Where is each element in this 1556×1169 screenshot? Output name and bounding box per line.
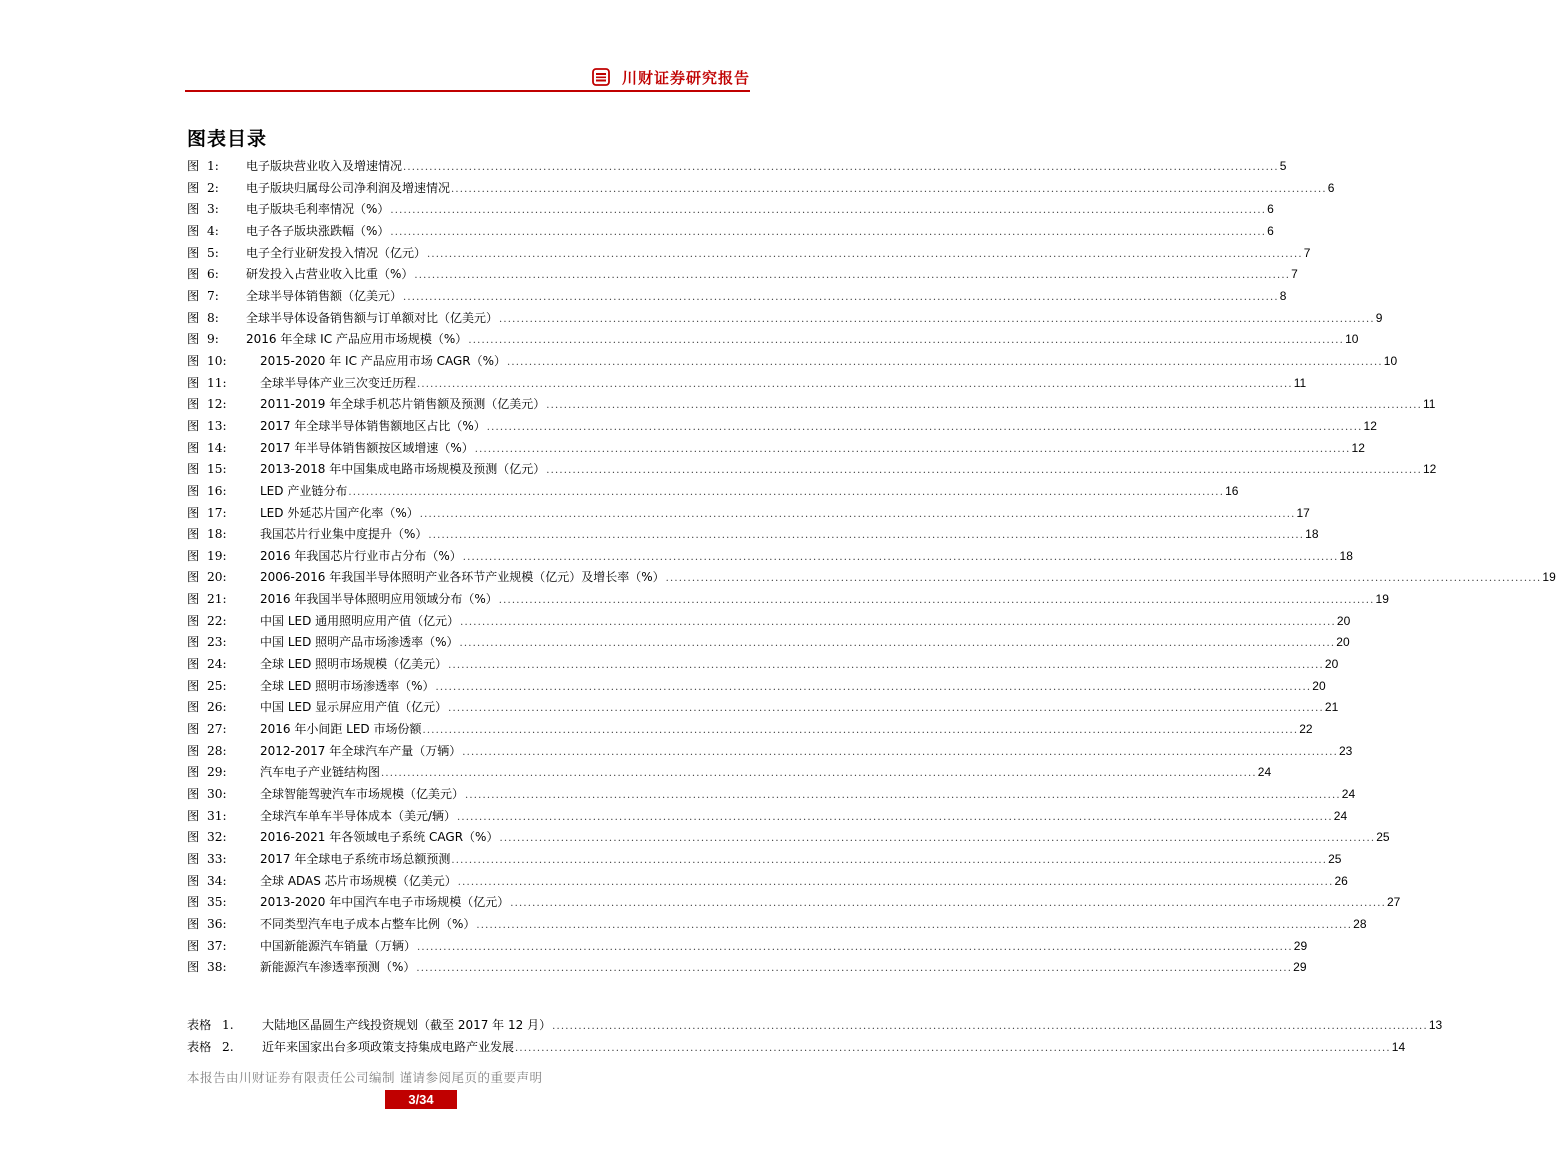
entry-page-number: 18: [1305, 527, 1319, 542]
entry-number: 20:: [207, 570, 227, 585]
entry-prefix: 图: [187, 895, 200, 910]
entry-number: 11:: [207, 375, 227, 390]
entry-page-number: 13: [1428, 1018, 1443, 1032]
dot-leader: ........................................................................................................................................................................................................: [403, 162, 1279, 173]
entry-number: 10:: [207, 353, 227, 368]
entry-title: 2017 年全球半导体销售额地区占比（%）: [260, 418, 486, 433]
figure-entry[interactable]: [187, 719, 1313, 741]
entry-prefix: 图: [187, 570, 200, 585]
dot-leader: ........................................................................................................................................................................................................: [390, 205, 1267, 217]
dot-leader: ........................................................................................................................................................................................................: [460, 616, 1336, 628]
entry-prefix: 图: [187, 462, 200, 477]
page-header: [185, 68, 750, 92]
entry-number: 18:: [207, 527, 227, 542]
figure-entry[interactable]: [187, 827, 1390, 849]
entry-number: 24:: [207, 657, 227, 672]
header-divider: [185, 90, 750, 92]
dot-leader: ........................................................................................................................................................................................................: [499, 833, 1376, 845]
entry-prefix: 图: [187, 310, 200, 325]
entry-prefix: 图: [187, 375, 200, 390]
entry-title: 2017 年全球电子系统市场总额预测: [260, 852, 451, 866]
dot-leader: ........................................................................................................................................................................................................: [428, 530, 1305, 542]
figure-entry[interactable]: [187, 459, 1437, 481]
figure-entry[interactable]: [187, 503, 1310, 525]
dot-leader: ........................................................................................................................................................................................................: [422, 725, 1299, 737]
dot-leader: ........................................................................................................................................................................................................: [451, 183, 1327, 195]
entry-prefix: 表格: [187, 1039, 212, 1054]
entry-prefix: 图: [187, 938, 200, 953]
entry-number: 34:: [207, 873, 227, 888]
entry-number: 1.: [222, 1018, 234, 1032]
figure-entry[interactable]: [187, 394, 1436, 416]
dot-leader: ........................................................................................................................................................................................................: [414, 270, 1291, 282]
dot-leader: ........................................................................................................................................................................................................: [457, 811, 1333, 823]
figure-entry[interactable]: [187, 957, 1307, 979]
entry-page-number: 9: [1375, 310, 1383, 325]
figure-entry[interactable]: [187, 221, 1274, 243]
entry-title: 不同类型汽车电子成本占整车比例（%）: [260, 916, 476, 931]
dot-leader: ........................................................................................................................................................................................................: [381, 768, 1257, 780]
entry-title: 电子版块毛利率情况（%）: [246, 202, 390, 217]
entry-prefix: 图: [187, 288, 200, 303]
entry-prefix: 图: [187, 223, 200, 238]
dot-leader: ........................................................................................................................................................................................................: [546, 465, 1422, 477]
entry-title: 2016 年我国半导体照明应用领域分布（%）: [260, 592, 498, 607]
entry-page-number: 20: [1324, 657, 1339, 672]
entry-title: 电子各子版块涨跌幅（%）: [246, 223, 390, 238]
entry-number: 38:: [207, 960, 227, 975]
dot-leader: ........................................................................................................................................................................................................: [498, 595, 1375, 607]
entry-page-number: 25: [1328, 852, 1342, 866]
figure-entry[interactable]: [187, 871, 1348, 893]
figure-entry[interactable]: [187, 264, 1298, 286]
entry-number: 7:: [207, 288, 219, 303]
entry-title: 全球汽车单车半导体成本（美元/辆）: [260, 808, 457, 823]
entry-prefix: 图: [187, 353, 200, 368]
table-entry[interactable]: [187, 1037, 1406, 1059]
entry-title: 全球半导体销售额（亿美元）: [246, 288, 403, 303]
figure-entry[interactable]: [187, 567, 1556, 589]
entry-number: 5:: [207, 245, 219, 260]
entry-title: 全球半导体设备销售额与订单额对比（亿美元）: [246, 310, 499, 325]
entry-page-number: 24: [1333, 808, 1348, 823]
figure-entry[interactable]: [187, 914, 1367, 936]
entry-prefix: 图: [187, 483, 200, 498]
entry-page-number: 19: [1375, 592, 1389, 607]
entry-prefix: 图: [187, 245, 200, 260]
entry-prefix: 图: [187, 267, 200, 282]
entry-prefix: 表格: [187, 1018, 212, 1032]
entry-page-number: 28: [1353, 916, 1367, 931]
entry-number: 14:: [207, 440, 227, 455]
dot-leader: ........................................................................................................................................................................................................: [486, 421, 1363, 433]
entry-number: 23:: [207, 635, 227, 650]
entry-prefix: 图: [187, 418, 200, 433]
entry-title: 新能源汽车渗透率预测（%）: [260, 960, 416, 975]
entry-page-number: 10: [1383, 353, 1398, 368]
page-number: 3/34: [385, 1090, 457, 1109]
entry-title: LED 外延芯片国产化率（%）: [260, 505, 419, 520]
entry-prefix: 图: [187, 678, 200, 693]
entry-title: 全球智能驾驶汽车市场规模（亿美元）: [260, 787, 465, 802]
entry-page-number: 12: [1422, 462, 1437, 477]
entry-title: 我国芯片行业集中度提升（%）: [260, 527, 428, 542]
entry-prefix: 图: [187, 332, 200, 347]
figure-entry[interactable]: [187, 524, 1319, 546]
entry-page-number: 18: [1339, 548, 1353, 563]
entry-number: 9:: [207, 332, 219, 347]
entry-number: 3:: [207, 202, 219, 217]
entry-page-number: 27: [1386, 895, 1401, 910]
figure-entry[interactable]: [187, 373, 1307, 395]
figure-entry[interactable]: [187, 784, 1356, 806]
entry-number: 2.: [222, 1039, 234, 1054]
entry-page-number: 7: [1291, 267, 1298, 282]
entry-prefix: 图: [187, 440, 200, 455]
figure-entry[interactable]: [187, 936, 1308, 958]
figure-entry[interactable]: [187, 243, 1311, 265]
entry-title: 全球半导体产业三次变迁历程: [260, 375, 417, 390]
entry-title: 近年来国家出台多项政策支持集成电路产业发展: [262, 1039, 515, 1054]
dot-leader: ........................................................................................................................................................................................................: [476, 919, 1353, 931]
dot-leader: ........................................................................................................................................................................................................: [462, 746, 1338, 758]
dot-leader: ........................................................................................................................................................................................................: [448, 660, 1324, 672]
table-list: [187, 1015, 1443, 1058]
dot-leader: ........................................................................................................................................................................................................: [462, 551, 1339, 563]
dot-leader: ........................................................................................................................................................................................................: [427, 248, 1303, 260]
entry-title: 2015-2020 年 IC 产品应用市场 CAGR（%）: [260, 353, 507, 368]
figure-entry[interactable]: [187, 849, 1342, 871]
entry-prefix: 图: [187, 635, 200, 650]
entry-page-number: 16: [1225, 483, 1239, 498]
entry-prefix: 图: [187, 202, 200, 217]
dot-leader: ........................................................................................................................................................................................................: [468, 335, 1345, 347]
brand-title: 川财证券研究报告: [621, 69, 750, 87]
entry-page-number: 24: [1341, 787, 1356, 802]
entry-prefix: 图: [187, 960, 200, 975]
entry-title: 大陆地区晶圆生产线投资规划（截至 2017 年 12 月）: [262, 1018, 552, 1032]
entry-number: 2:: [207, 180, 219, 195]
entry-title: 研发投入占营业收入比重（%）: [246, 267, 414, 282]
entry-prefix: 图: [187, 787, 200, 802]
entry-number: 1:: [207, 159, 219, 173]
entry-prefix: 图: [187, 397, 200, 412]
dot-leader: ........................................................................................................................................................................................................: [448, 703, 1324, 715]
figure-entry[interactable]: [187, 481, 1239, 503]
entry-prefix: 图: [187, 657, 200, 672]
entry-prefix: 图: [187, 873, 200, 888]
entry-number: 8:: [207, 310, 219, 325]
dot-leader: ........................................................................................................................................................................................................: [510, 898, 1386, 910]
entry-title: 汽车电子产业链结构图: [260, 765, 381, 780]
entry-prefix: 图: [187, 743, 200, 758]
figure-entry[interactable]: [187, 806, 1348, 828]
entry-page-number: 26: [1334, 873, 1348, 888]
entry-title: 全球 LED 照明市场渗透率（%）: [260, 678, 435, 693]
dot-leader: ........................................................................................................................................................................................................: [348, 486, 1225, 498]
entry-page-number: 14: [1391, 1039, 1406, 1054]
entry-number: 6:: [207, 267, 219, 282]
figure-entry[interactable]: [187, 156, 1287, 178]
figure-entry[interactable]: [187, 741, 1353, 763]
entry-page-number: 6: [1267, 202, 1274, 217]
figure-entry[interactable]: [187, 438, 1365, 460]
entry-page-number: 11: [1422, 397, 1436, 412]
entry-title: 全球 LED 照明市场规模（亿美元）: [260, 657, 448, 672]
entry-number: 35:: [207, 895, 227, 910]
entry-title: 中国 LED 照明产品市场渗透率（%）: [260, 635, 459, 650]
entry-title: 2013-2020 年中国汽车电子市场规模（亿元）: [260, 895, 510, 910]
entry-prefix: 图: [187, 700, 200, 715]
entry-page-number: 25: [1376, 830, 1390, 845]
entry-number: 29:: [207, 765, 227, 780]
entry-title: 中国新能源汽车销量（万辆）: [260, 938, 417, 953]
entry-number: 26:: [207, 700, 227, 715]
entry-number: 36:: [207, 916, 227, 931]
figure-entry[interactable]: [187, 351, 1398, 373]
dot-leader: ........................................................................................................................................................................................................: [417, 378, 1293, 390]
entry-page-number: 12: [1363, 418, 1377, 433]
entry-title: 中国 LED 显示屏应用产值（亿元）: [260, 700, 448, 715]
entry-title: 2016-2021 年各领域电子系统 CAGR（%）: [260, 830, 499, 845]
entry-number: 31:: [207, 808, 227, 823]
entry-page-number: 17: [1296, 505, 1310, 520]
dot-leader: ........................................................................................................................................................................................................: [390, 226, 1267, 238]
entry-prefix: 图: [187, 830, 200, 845]
dot-leader: ........................................................................................................................................................................................................: [665, 573, 1542, 585]
entry-title: 2016 年我国芯片行业市占分布（%）: [260, 548, 462, 563]
dot-leader: ........................................................................................................................................................................................................: [552, 1021, 1428, 1032]
toc-title: 图表目录: [187, 128, 268, 150]
entry-number: 33:: [207, 852, 227, 866]
figure-entry[interactable]: [187, 286, 1287, 308]
entry-page-number: 7: [1303, 245, 1311, 260]
footer-disclaimer: 本报告由川财证券有限责任公司编制 谨请参阅尾页的重要声明: [187, 1070, 543, 1085]
figure-entry[interactable]: [187, 199, 1274, 221]
entry-prefix: 图: [187, 592, 200, 607]
entry-prefix: 图: [187, 722, 200, 737]
dot-leader: ........................................................................................................................................................................................................: [459, 638, 1336, 650]
figure-entry[interactable]: [187, 178, 1335, 200]
entry-page-number: 11: [1293, 375, 1307, 390]
figure-entry[interactable]: [187, 762, 1272, 784]
entry-number: 4:: [207, 223, 219, 238]
entry-number: 22:: [207, 613, 227, 628]
entry-number: 27:: [207, 722, 227, 737]
dot-leader: ........................................................................................................................................................................................................: [417, 941, 1293, 953]
entry-page-number: 10: [1345, 332, 1359, 347]
dot-leader: ........................................................................................................................................................................................................: [499, 313, 1375, 325]
entry-prefix: 图: [187, 159, 200, 173]
entry-number: 12:: [207, 397, 227, 412]
entry-prefix: 图: [187, 548, 200, 563]
entry-title: LED 产业链分布: [260, 483, 348, 498]
entry-number: 16:: [207, 483, 227, 498]
entry-page-number: 22: [1299, 722, 1313, 737]
entry-prefix: 图: [187, 180, 200, 195]
entry-prefix: 图: [187, 527, 200, 542]
entry-page-number: 5: [1279, 159, 1287, 173]
figure-entry[interactable]: [187, 329, 1359, 351]
figure-entry[interactable]: [187, 892, 1401, 914]
figure-entry[interactable]: [187, 632, 1350, 654]
entry-title: 2016 年小间距 LED 市场份额: [260, 722, 422, 737]
entry-page-number: 6: [1267, 223, 1274, 238]
entry-page-number: 8: [1279, 288, 1287, 303]
entry-title: 2016 年全球 IC 产品应用市场规模（%）: [246, 332, 468, 347]
entry-number: 32:: [207, 830, 227, 845]
entry-title: 2006-2016 年我国半导体照明产业各环节产业规模（亿元）及增长率（%）: [260, 570, 665, 585]
entry-number: 13:: [207, 418, 227, 433]
entry-page-number: 21: [1324, 700, 1339, 715]
dot-leader: ........................................................................................................................................................................................................: [515, 1042, 1391, 1054]
entry-page-number: 29: [1293, 960, 1307, 975]
dot-leader: ........................................................................................................................................................................................................: [435, 681, 1312, 693]
figure-entry[interactable]: [187, 546, 1353, 568]
dot-leader: ........................................................................................................................................................................................................: [403, 291, 1279, 303]
entry-prefix: 图: [187, 808, 200, 823]
entry-title: 中国 LED 通用照明应用产值（亿元）: [260, 613, 460, 628]
figure-entry[interactable]: [187, 308, 1383, 330]
entry-number: 28:: [207, 743, 227, 758]
entry-number: 25:: [207, 678, 227, 693]
entry-number: 37:: [207, 938, 227, 953]
dot-leader: ........................................................................................................................................................................................................: [546, 400, 1422, 412]
figure-entry[interactable]: [187, 654, 1339, 676]
entry-title: 电子版块营业收入及增速情况: [246, 159, 403, 173]
table-entry[interactable]: [187, 1015, 1443, 1037]
entry-page-number: 20: [1336, 635, 1350, 650]
entry-prefix: 图: [187, 916, 200, 931]
entry-title: 全球 ADAS 芯片市场规模（亿美元）: [260, 873, 457, 888]
company-logo-icon: [592, 68, 610, 86]
entry-title: 电子全行业研发投入情况（亿元）: [246, 245, 427, 260]
entry-prefix: 图: [187, 505, 200, 520]
entry-number: 17:: [207, 505, 227, 520]
entry-page-number: 19: [1542, 570, 1556, 585]
dot-leader: ........................................................................................................................................................................................................: [457, 876, 1334, 888]
entry-title: 2012-2017 年全球汽车产量（万辆）: [260, 743, 462, 758]
entry-page-number: 20: [1336, 613, 1351, 628]
figure-entry[interactable]: [187, 416, 1377, 438]
entry-page-number: 12: [1351, 440, 1365, 455]
dot-leader: ........................................................................................................................................................................................................: [507, 356, 1383, 368]
entry-page-number: 20: [1312, 678, 1326, 693]
entry-page-number: 23: [1338, 743, 1353, 758]
entry-title: 电子版块归属母公司净利润及增速情况: [246, 180, 451, 195]
entry-title: 2013-2018 年中国集成电路市场规模及预测（亿元）: [260, 462, 546, 477]
entry-number: 15:: [207, 462, 227, 477]
dot-leader: ........................................................................................................................................................................................................: [419, 508, 1296, 520]
entry-prefix: 图: [187, 852, 200, 866]
entry-title: 2011-2019 年全球手机芯片销售额及预测（亿美元）: [260, 397, 546, 412]
dot-leader: ........................................................................................................................................................................................................: [451, 855, 1328, 866]
entry-prefix: 图: [187, 613, 200, 628]
entry-number: 21:: [207, 592, 227, 607]
entry-prefix: 图: [187, 765, 200, 780]
entry-number: 30:: [207, 787, 227, 802]
entry-title: 2017 年半导体销售额按区域增速（%）: [260, 440, 474, 455]
figure-entry[interactable]: [187, 589, 1389, 611]
figure-list: [187, 156, 1556, 979]
entry-page-number: 6: [1327, 180, 1335, 195]
entry-page-number: 29: [1293, 938, 1308, 953]
entry-number: 19:: [207, 548, 227, 563]
dot-leader: ........................................................................................................................................................................................................: [416, 963, 1293, 975]
dot-leader: ........................................................................................................................................................................................................: [474, 443, 1351, 455]
figure-entry[interactable]: [187, 611, 1351, 633]
entry-page-number: 24: [1257, 765, 1272, 780]
figure-entry[interactable]: [187, 676, 1326, 698]
figure-entry[interactable]: [187, 697, 1339, 719]
dot-leader: ........................................................................................................................................................................................................: [465, 790, 1341, 802]
